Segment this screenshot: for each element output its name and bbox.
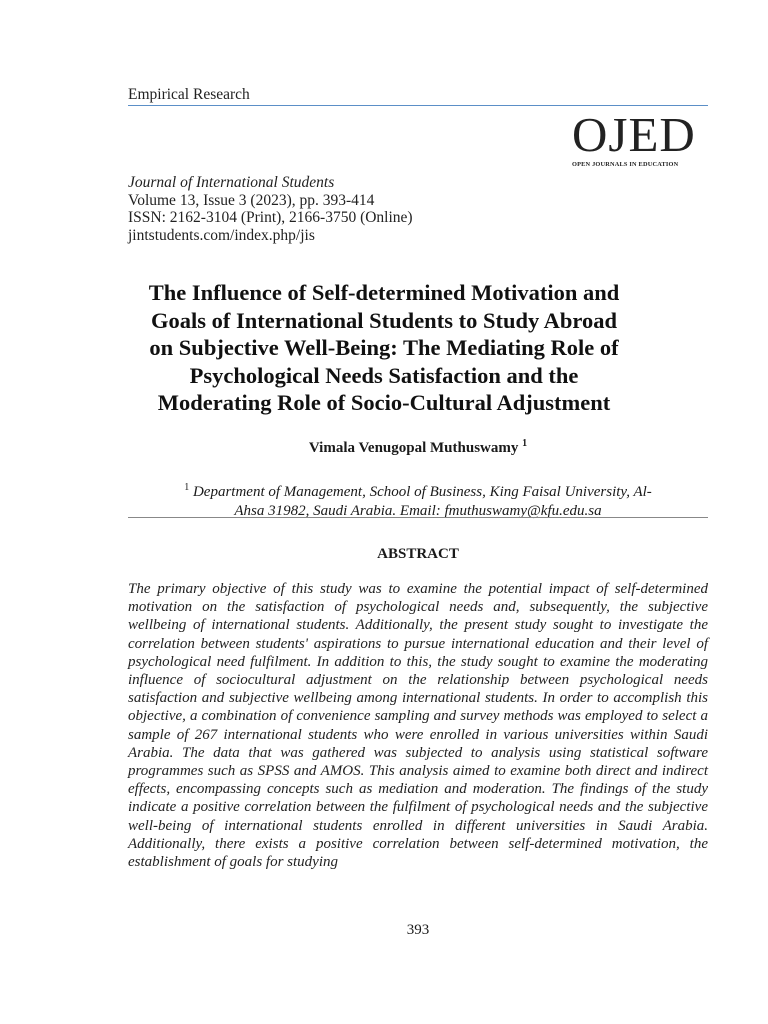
title-line: Goals of International Students to Study Abroad	[151, 307, 617, 333]
article-title	[108, 279, 660, 417]
author-name	[128, 438, 708, 457]
header-divider	[128, 105, 708, 106]
affiliation-line: Department of Management, School of Business, King Faisal University, Al-	[192, 484, 652, 500]
title-line: Psychological Needs Satisfaction and the	[189, 362, 579, 388]
author-affiliation	[128, 478, 708, 521]
author-superscript: 1	[522, 438, 528, 449]
ojed-logo	[572, 107, 700, 172]
journal-info	[128, 174, 413, 244]
abstract-heading: ABSTRACT	[377, 546, 459, 562]
affiliation-line: Ahsa 31982, Saudi Arabia. Email: fmuthuswamy@kfu.edu.sa	[234, 503, 602, 519]
logo-wordmark: OJED	[572, 107, 696, 162]
author-text: Vimala Venugopal Muthuswamy	[308, 440, 519, 456]
abstract-text: The primary objective of this study was to examine the potential impact of self-determined motivation on the satisfaction of psychological needs and, subsequently, the subjective wellbeing of international students. Additionally, the present study sought to investigate the correlation between students' aspirations to pursue international education and their level of psychological need fulfilment. In addition to this, the study sought to examine the moderating influence of sociocultural adjustment on the relationship between psychological needs satisfaction and subjective wellbeing among international students. In order to accomplish this objective, a combination of convenience sampling and survey methods was employed to select a sample of 267 international students who were enrolled in various universities within Saudi Arabia. The data that was gathered was subjected to analysis using statistical software programmes such as SPSS and AMOS. This analysis aimed to examine both direct and indirect effects, encompassing concepts such as mediation and moderation. The findings of the study indicate a positive correlation between the fulfilment of psychological needs and the subjective well-being of international students enrolled in different universities in Saudi Arabia. Additionally, there exists a positive correlation between self-determined motivation, the establishment of goals for studying	[128, 581, 708, 871]
logo-tagline: OPEN JOURNALS IN EDUCATION	[572, 161, 679, 168]
affiliation-superscript: 1	[184, 482, 190, 493]
journal-volume: Volume 13, Issue 3 (2023), pp. 393-414	[128, 191, 375, 209]
affiliation-divider	[128, 517, 708, 518]
title-line: The Influence of Self-determined Motivation and	[148, 280, 620, 305]
journal-issn: ISSN: 2162-3104 (Print), 2166-3750 (Online)	[128, 209, 413, 226]
section-label: Empirical Research	[128, 86, 250, 103]
title-line: on Subjective Well-Being: The Mediating Role of	[149, 335, 619, 360]
page-number: 393	[406, 922, 430, 938]
journal-name: Journal of International Students	[128, 174, 335, 191]
title-line: Moderating Role of Socio-Cultural Adjustment	[157, 390, 611, 415]
journal-url[interactable]: jintstudents.com/index.php/jis	[128, 226, 315, 244]
